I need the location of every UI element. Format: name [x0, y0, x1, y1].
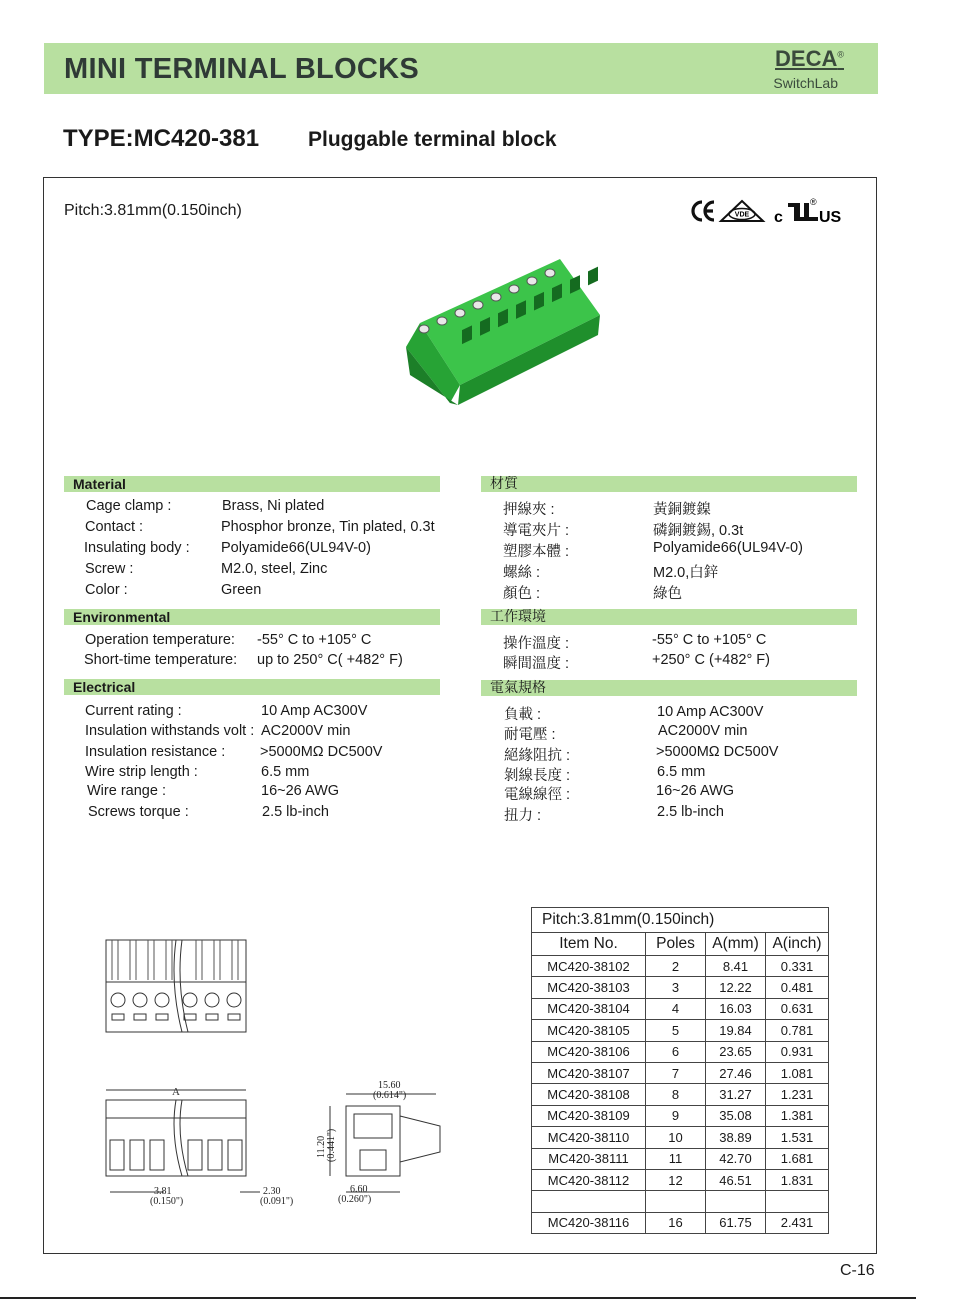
- spec-label-zh: 押線夾 :: [503, 502, 555, 518]
- table-cell: 4: [646, 998, 706, 1019]
- type-code: TYPE:MC420-381: [63, 125, 260, 152]
- table-cell: MC420-38111: [532, 1148, 646, 1169]
- table-cell: 27.46: [706, 1062, 766, 1083]
- table-cell: 9: [646, 1105, 706, 1126]
- table-cell: 1.681: [766, 1148, 829, 1169]
- dim-gap-in: (0.091"): [260, 1196, 294, 1207]
- table-caption: Pitch:3.81mm(0.150inch): [532, 908, 829, 933]
- table-cell: 5: [646, 1020, 706, 1041]
- table-row: [532, 977, 829, 998]
- section-electrical: Electrical: [64, 679, 440, 695]
- table-row: [532, 1062, 829, 1083]
- product-image: [400, 255, 610, 410]
- table-header: Item No.: [532, 933, 646, 956]
- table-row: [532, 956, 829, 977]
- table-cell: 35.08: [706, 1105, 766, 1126]
- spec-label: Wire range :: [87, 783, 166, 799]
- table-cell: MC420-38107: [532, 1062, 646, 1083]
- section-electrical-zh: 電氣規格: [481, 680, 857, 696]
- table-cell: 1.531: [766, 1127, 829, 1148]
- item-table: [531, 907, 829, 1234]
- dim-pitch-mm: 3.81: [154, 1186, 172, 1197]
- dim-depth-in: (0.614"): [373, 1090, 407, 1101]
- dim-gap-mm: 2.30: [263, 1186, 281, 1197]
- dim-width-in: (0.260"): [338, 1194, 372, 1205]
- dim-pitch-in: (0.150"): [150, 1196, 184, 1207]
- spec-value: up to 250° C( +482° F): [257, 652, 403, 668]
- table-row: [532, 1105, 829, 1126]
- spec-label-zh: 塑膠本體 :: [503, 544, 570, 560]
- table-cell: 12: [646, 1169, 706, 1190]
- table-cell: 10: [646, 1127, 706, 1148]
- spec-value-zh: 16~26 AWG: [656, 783, 735, 799]
- table-cell: 3: [646, 977, 706, 998]
- spec-value: AC2000V min: [261, 723, 351, 739]
- spec-label-zh: 耐電壓 :: [504, 727, 556, 743]
- table-cell: MC420-38105: [532, 1020, 646, 1041]
- table-cell: 42.70: [706, 1148, 766, 1169]
- table-cell: MC420-38104: [532, 998, 646, 1019]
- dim-a-label: A: [172, 1086, 180, 1098]
- certification-marks: [688, 195, 858, 227]
- table-cell: 1.831: [766, 1169, 829, 1190]
- spec-label-zh: 電線線徑 :: [504, 787, 571, 803]
- table-cell: 31.27: [706, 1084, 766, 1105]
- spec-value: -55° C to +105° C: [257, 632, 372, 648]
- spec-label: Short-time temperature:: [84, 652, 238, 668]
- dim-width-mm: 6.60: [350, 1184, 368, 1195]
- spec-label-zh: 操作溫度 :: [503, 636, 570, 652]
- spec-value-zh: 磷銅鍍錫, 0.3t: [653, 523, 744, 539]
- table-row: [532, 1041, 829, 1062]
- table-cell: [532, 1191, 646, 1212]
- table-cell: 61.75: [706, 1212, 766, 1233]
- spec-label: Cage clamp :: [86, 498, 172, 514]
- table-cell: 7: [646, 1062, 706, 1083]
- table-cell: 1.081: [766, 1062, 829, 1083]
- brand-name: DECA: [775, 46, 838, 71]
- table-row: [532, 1212, 829, 1233]
- table-cell: MC420-38116: [532, 1212, 646, 1233]
- table-cell: MC420-38112: [532, 1169, 646, 1190]
- header-band: [44, 43, 878, 94]
- table-cell: MC420-38106: [532, 1041, 646, 1062]
- table-cell: 8.41: [706, 956, 766, 977]
- drawing-side-view: [330, 1094, 440, 1192]
- spec-label: Screws torque :: [88, 804, 189, 820]
- table-cell: MC420-38103: [532, 977, 646, 998]
- spec-value: 6.5 mm: [261, 764, 310, 780]
- table-cell: 0.631: [766, 998, 829, 1019]
- table-header: Poles: [646, 933, 706, 956]
- spec-label-zh: 導電夾片 :: [503, 523, 570, 539]
- table-cell: 0.331: [766, 956, 829, 977]
- table-cell: 23.65: [706, 1041, 766, 1062]
- spec-value-zh: AC2000V min: [658, 723, 748, 739]
- table-cell: 6: [646, 1041, 706, 1062]
- technical-drawing: [90, 930, 470, 1220]
- bottom-rule: [0, 1297, 916, 1299]
- table-cell: 19.84: [706, 1020, 766, 1041]
- spec-value: Green: [221, 582, 262, 598]
- table-header: A(inch): [766, 933, 829, 956]
- dim-depth-mm: 15.60: [378, 1080, 401, 1091]
- spec-label: Color :: [85, 582, 128, 598]
- section-material: Material: [64, 476, 440, 492]
- table-row: [532, 1127, 829, 1148]
- table-cell: 16.03: [706, 998, 766, 1019]
- brand-subtitle: SwitchLab: [773, 75, 838, 91]
- table-row: [532, 998, 829, 1019]
- spec-label-zh: 絕緣阻抗 :: [504, 748, 571, 764]
- spec-value: Polyamide66(UL94V-0): [221, 540, 371, 556]
- table-row: [532, 1020, 829, 1041]
- table-row: [532, 1191, 829, 1212]
- spec-label: Operation temperature:: [85, 632, 235, 648]
- spec-value: 10 Amp AC300V: [261, 703, 368, 719]
- spec-label: Insulation resistance :: [85, 744, 226, 760]
- table-cell: 0.481: [766, 977, 829, 998]
- table-cell: 0.931: [766, 1041, 829, 1062]
- spec-value: 16~26 AWG: [261, 783, 340, 799]
- spec-label-zh: 螺絲 :: [503, 565, 541, 581]
- drawing-top-view: [106, 940, 246, 1032]
- spec-value-zh: >5000MΩ DC500V: [656, 744, 779, 760]
- table-cell: 0.781: [766, 1020, 829, 1041]
- spec-value: Brass, Ni plated: [222, 498, 325, 514]
- table-cell: [766, 1191, 829, 1212]
- page-number: C-16: [840, 1262, 875, 1279]
- table-row: [532, 1169, 829, 1190]
- spec-value-zh: M2.0,白鋅: [653, 565, 719, 581]
- page-title: MINI TERMINAL BLOCKS: [64, 53, 420, 85]
- spec-value-zh: +250° C (+482° F): [652, 652, 770, 668]
- dim-height-in: (0.441"): [326, 1128, 337, 1162]
- spec-value-zh: Polyamide66(UL94V-0): [653, 540, 803, 556]
- table-cell: 38.89: [706, 1127, 766, 1148]
- table-cell: 12.22: [706, 977, 766, 998]
- table-cell: 2.431: [766, 1212, 829, 1233]
- spec-label-zh: 瞬間溫度 :: [503, 656, 570, 672]
- section-material-zh: 材質: [481, 476, 857, 492]
- spec-value-zh: 2.5 lb-inch: [657, 804, 724, 820]
- spec-label-zh: 顏色 :: [503, 586, 541, 602]
- spec-label-zh: 剝線長度 :: [504, 768, 571, 784]
- spec-value: M2.0, steel, Zinc: [221, 561, 328, 577]
- spec-label: Insulation withstands volt :: [85, 723, 255, 739]
- spec-value: >5000MΩ DC500V: [260, 744, 383, 760]
- ce-mark-icon: [693, 202, 714, 220]
- spec-value-zh: 黃銅鍍鎳: [653, 502, 711, 518]
- table-cell: MC420-38110: [532, 1127, 646, 1148]
- table-cell: [706, 1191, 766, 1212]
- spec-label-zh: 扭力 :: [504, 808, 542, 824]
- table-cell: [646, 1191, 706, 1212]
- spec-value-zh: -55° C to +105° C: [652, 632, 767, 648]
- table-header: A(mm): [706, 933, 766, 956]
- table-cell: MC420-38108: [532, 1084, 646, 1105]
- vde-mark-icon: [721, 201, 763, 221]
- spec-value-zh: 10 Amp AC300V: [657, 704, 764, 720]
- spec-label: Wire strip length :: [85, 764, 198, 780]
- spec-value: Phosphor bronze, Tin plated, 0.3t: [221, 519, 435, 535]
- table-cell: 16: [646, 1212, 706, 1233]
- brand-mark: ®: [837, 49, 844, 60]
- table-cell: 11: [646, 1148, 706, 1169]
- table-cell: MC420-38102: [532, 956, 646, 977]
- svg-text:®: ®: [810, 197, 817, 207]
- table-cell: 1.231: [766, 1084, 829, 1105]
- table-cell: 8: [646, 1084, 706, 1105]
- table-row: [532, 1084, 829, 1105]
- spec-label: Insulating body :: [84, 540, 190, 556]
- spec-value-zh: 綠色: [653, 586, 682, 602]
- spec-label-zh: 負載 :: [504, 707, 542, 723]
- section-environmental-zh: 工作環境: [481, 609, 857, 625]
- table-cell: 46.51: [706, 1169, 766, 1190]
- svg-text:VDE: VDE: [734, 211, 750, 219]
- drawing-front-view: [106, 1086, 260, 1192]
- table-cell: 1.381: [766, 1105, 829, 1126]
- spec-label: Screw :: [85, 561, 134, 577]
- section-environmental: Environmental: [64, 609, 440, 625]
- spec-label: Contact :: [85, 519, 144, 535]
- spec-value: 2.5 lb-inch: [262, 804, 329, 820]
- table-cell: MC420-38109: [532, 1105, 646, 1126]
- brand-logo: [775, 46, 844, 72]
- pitch-label: Pitch:3.81mm(0.150inch): [64, 202, 242, 219]
- dim-height-mm: 11.20: [316, 1135, 327, 1158]
- type-description: Pluggable terminal block: [308, 128, 557, 151]
- spec-label: Current rating :: [85, 703, 182, 719]
- table-row: [532, 1148, 829, 1169]
- spec-value-zh: 6.5 mm: [657, 764, 706, 780]
- cul-us-mark-icon: [774, 197, 842, 226]
- svg-text:US: US: [819, 209, 842, 226]
- svg-text:c: c: [774, 209, 783, 226]
- table-cell: 2: [646, 956, 706, 977]
